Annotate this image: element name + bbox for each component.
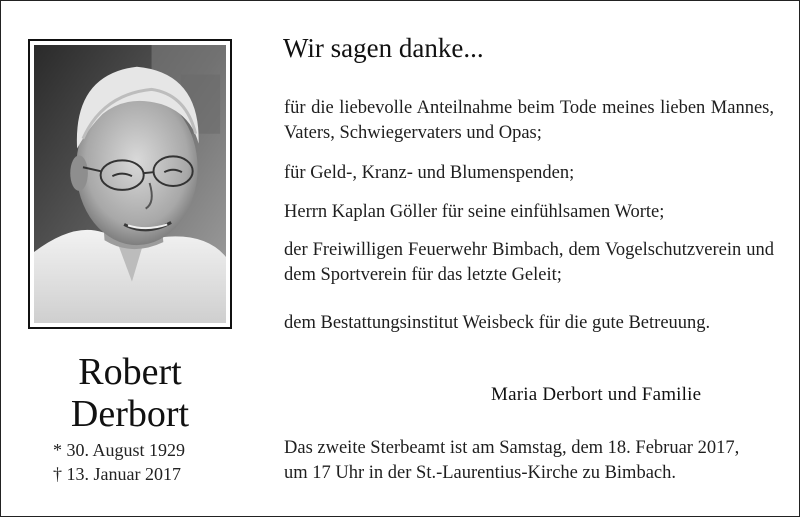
family-signature: Maria Derbort und Familie [491,384,702,405]
notice-line-2: um 17 Uhr in der St.-Laurentius-Kirche zu Bimbach. [284,463,676,483]
thanks-paragraph-condolences: für die liebevolle Anteilnahme beim Tode meines lieben Mannes, Vaters, Schwiegervaters und Opas; [284,98,774,143]
notice-line-1: Das zweite Sterbeamt ist am Samstag, dem 18. Februar 2017, [284,438,740,458]
portrait-photo-frame [28,39,232,329]
deceased-last-name: Derbort [70,393,190,435]
death-date: † 13. Januar 2017 [53,464,181,484]
thanks-paragraph-clubs: der Freiwilligen Feuerwehr Bimbach, dem Vogelschutzverein und dem Sportverein für das letzte Geleit; [284,240,774,285]
birth-date: * 30. August 1929 [53,440,186,460]
thanks-paragraph-chaplain: Herrn Kaplan Göller für seine einfühlsamen Worte; [284,202,665,222]
deceased-name [28,351,232,435]
thanks-paragraph-funeral-home: dem Bestattungsinstitut Weisbeck für die gute Betreuung. [284,313,711,333]
portrait-photo [34,45,226,323]
thanks-paragraph-donations: für Geld-, Kranz- und Blumenspenden; [284,163,575,183]
life-dates [53,438,253,486]
thank-you-heading: Wir sagen danke... [283,33,484,63]
memorial-mass-notice [284,436,779,486]
deceased-first-name: Robert [78,351,182,393]
